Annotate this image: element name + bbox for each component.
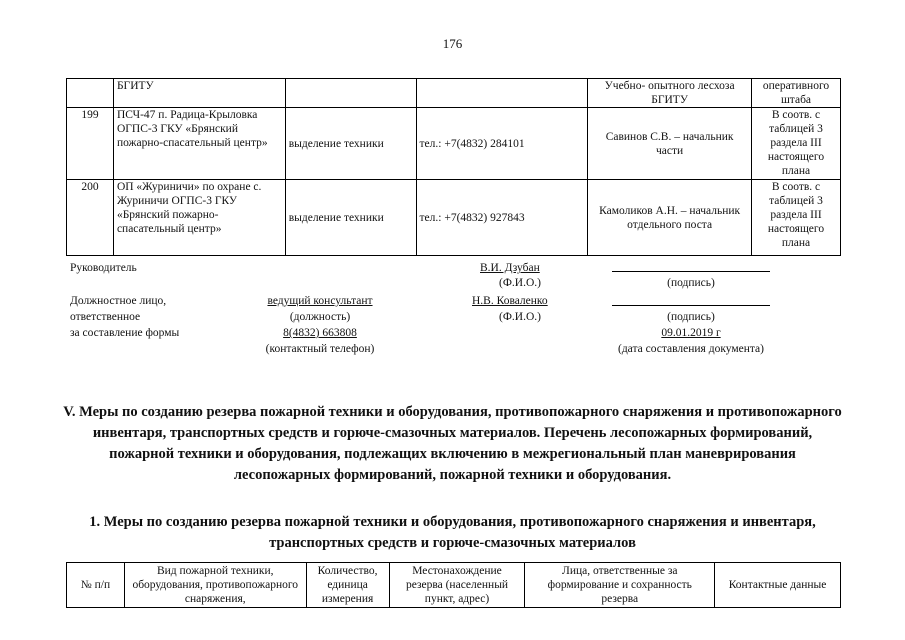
header-number: № п/п [67, 563, 125, 608]
row-number: 199 [67, 108, 114, 180]
table-row [67, 108, 841, 180]
position-caption: (должность) [289, 311, 351, 323]
head-signature-line [612, 271, 770, 272]
official-label-line2: ответственное [70, 311, 141, 323]
phone-cell: тел.: +7(4832) 927843 [416, 180, 588, 256]
official-label-line3: за составление формы [70, 327, 180, 339]
unit-name: ПСЧ-47 п. Радица-Крыловка ОГПС-3 ГКУ «Брянский пожарно-спасательный центр» [113, 108, 285, 180]
responsible-person: Савинов С.В. – начальник части [588, 108, 752, 180]
page-number: 176 [442, 36, 463, 51]
unit-name: БГИТУ [113, 79, 285, 108]
table-header-row [67, 563, 841, 608]
header-equipment-type: Вид пожарной техники, оборудования, противопожарного снаряжения, [124, 563, 306, 608]
note-cell: оперативного штаба [751, 79, 840, 108]
date-caption: (дата составления документа) [617, 343, 764, 355]
official-signature-line [612, 305, 770, 306]
document-date: 09.01.2019 г [661, 327, 721, 339]
section-heading: V. Меры по созданию резерва пожарной техники и оборудования, противопожарного снаряжения и противопожарного инвентаря, транспортных средств и горюче-смазочных материалов. Перечень лесопожарных формирований, пожарной техники и оборудования, подлежащих включению в межрегиональный план маневрирования лесопожарных формирований, пожарной техники и оборудования. [63, 404, 842, 483]
row-number: 200 [67, 180, 114, 256]
header-responsible: Лица, ответственные за формирование и сохранность резерва [525, 563, 715, 608]
table-row [67, 79, 841, 108]
reserve-table [66, 562, 841, 608]
head-label: Руководитель [70, 262, 137, 274]
official-name: Н.В. Коваленко [472, 295, 548, 307]
action-cell: выделение техники [285, 108, 416, 180]
phone-cell [416, 79, 588, 108]
phone-cell: тел.: +7(4832) 284101 [416, 108, 588, 180]
note-cell: В соотв. с таблицей 3 раздела III настоящего плана [751, 180, 840, 256]
official-position: ведущий консультант [267, 295, 373, 307]
official-phone: 8(4832) 663808 [283, 327, 357, 339]
phone-caption: (контактный телефон) [265, 343, 375, 355]
header-location: Местонахождение резерва (населенный пункт, адрес) [389, 563, 525, 608]
table-row [67, 180, 841, 256]
official-label-line1: Должностное лицо, [70, 295, 167, 307]
header-contacts: Контактные данные [715, 563, 841, 608]
row-number [67, 79, 114, 108]
unit-name: ОП «Журиничи» по охране с. Журиничи ОГПС-3 ГКУ «Брянский пожарно-спасательный центр» [113, 180, 285, 256]
head-sign-caption: (подпись) [667, 277, 715, 289]
action-cell: выделение техники [285, 180, 416, 256]
responsible-person: Камоликов А.Н. – начальник отдельного поста [588, 180, 752, 256]
head-fio-caption: (Ф.И.О.) [499, 277, 541, 289]
note-cell: В соотв. с таблицей 3 раздела III настоящего плана [751, 108, 840, 180]
official-sign-caption: (подпись) [667, 311, 715, 323]
responsible-person: Учебно- опытного лесхоза БГИТУ [588, 79, 752, 108]
action-cell [285, 79, 416, 108]
head-name: В.И. Дзубан [480, 262, 540, 274]
header-quantity: Количество, единица измерения [306, 563, 389, 608]
subsection-heading: 1. Меры по созданию резерва пожарной техники и оборудования, противопожарного снаряжения и инвентаря, транспортных средств и горюче-смазочных материалов [89, 514, 816, 551]
official-fio-caption: (Ф.И.О.) [499, 311, 541, 323]
responsible-units-table [66, 78, 841, 256]
